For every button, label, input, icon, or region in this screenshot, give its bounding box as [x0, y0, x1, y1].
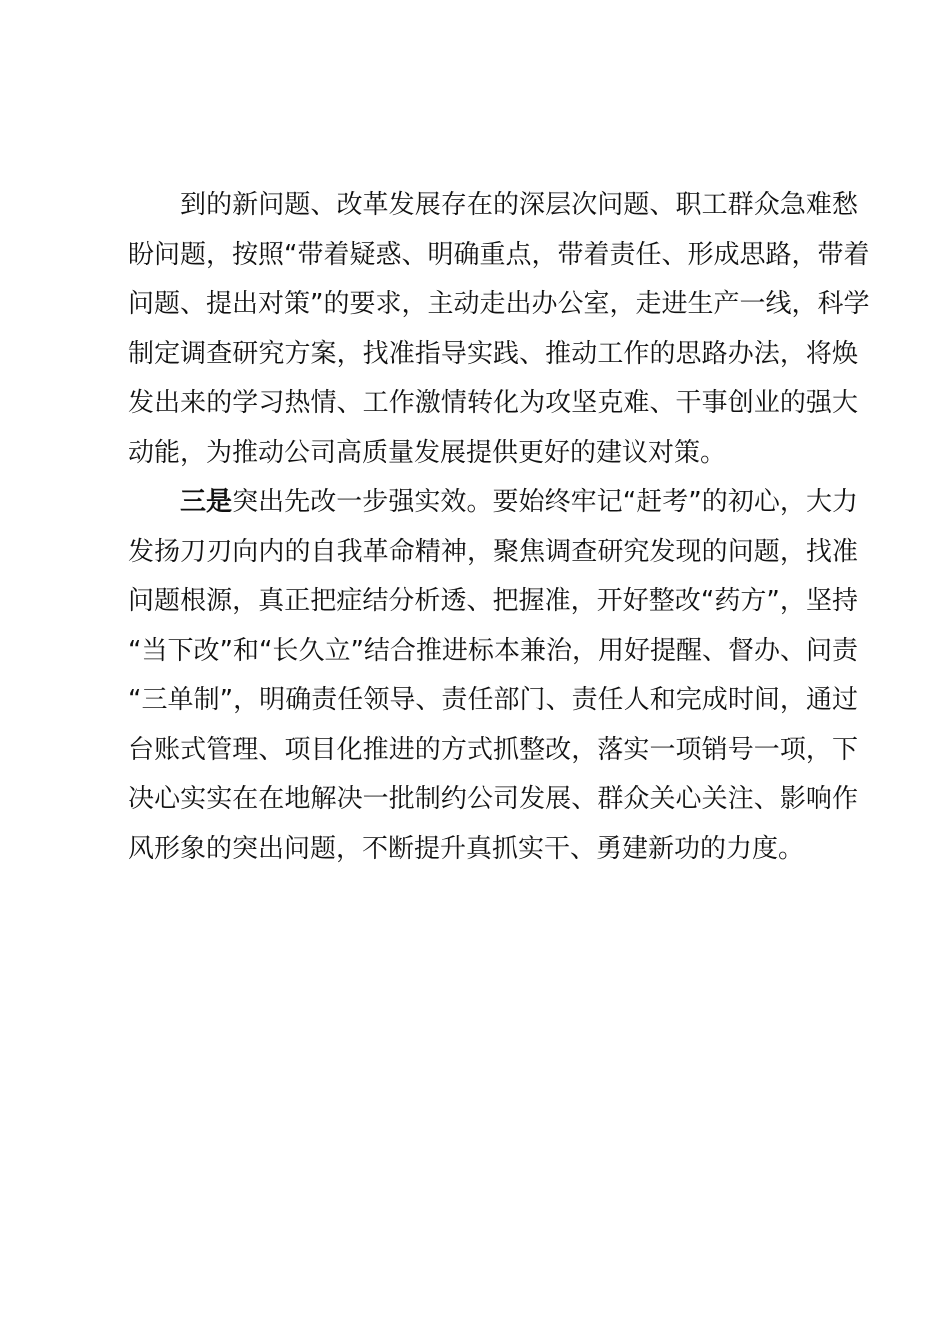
document-body	[128, 181, 870, 874]
paragraph-lead-label: 三是	[180, 487, 233, 517]
text-line: 决心实实在在地解决一批制约公司发展、群众关心关注、影响作	[128, 784, 858, 814]
text-line: 制定调查研究方案，找准指导实践、推动工作的思路办法，将焕	[128, 338, 858, 369]
paragraph-three	[128, 478, 858, 874]
text-line: 问题根源，真正把症结分析透、把握准，开好整改“药方”，坚持	[128, 586, 858, 616]
text-line: 台账式管理、项目化推进的方式抓整改，落实一项销号一项，下	[128, 734, 858, 765]
text-line: 发出来的学习热情、工作激情转化为攻坚克难、干事创业的强大	[128, 388, 858, 418]
paragraph-continued	[128, 181, 870, 478]
text-line: 发扬刀刃向内的自我革命精神，聚焦调查研究发现的问题，找准	[128, 536, 858, 567]
paragraph-lead-text: 突出先改一步强实效。要始终牢记“赶考”的初心，大力	[232, 487, 858, 517]
text-line: 动能，为推动公司高质量发展提供更好的建议对策。	[128, 437, 727, 468]
text-line: “当下改”和“长久立”结合推进标本兼治，用好提醒、督办、问责	[128, 635, 858, 666]
text-line: 盼问题，按照“带着疑惑、明确重点，带着责任、形成思路，带着	[128, 239, 870, 270]
text-line: “三单制”，明确责任领导、责任部门、责任人和完成时间，通过	[128, 685, 858, 715]
text-line: 问题、提出对策”的要求，主动走出办公室，走进生产一线，科学	[128, 289, 870, 319]
text-line: 风形象的突出问题，不断提升真抓实干、勇建新功的力度。	[128, 833, 805, 864]
text-line: 到的新问题、改革发展存在的深层次问题、职工群众急难愁	[180, 190, 858, 220]
text-line	[128, 478, 858, 528]
